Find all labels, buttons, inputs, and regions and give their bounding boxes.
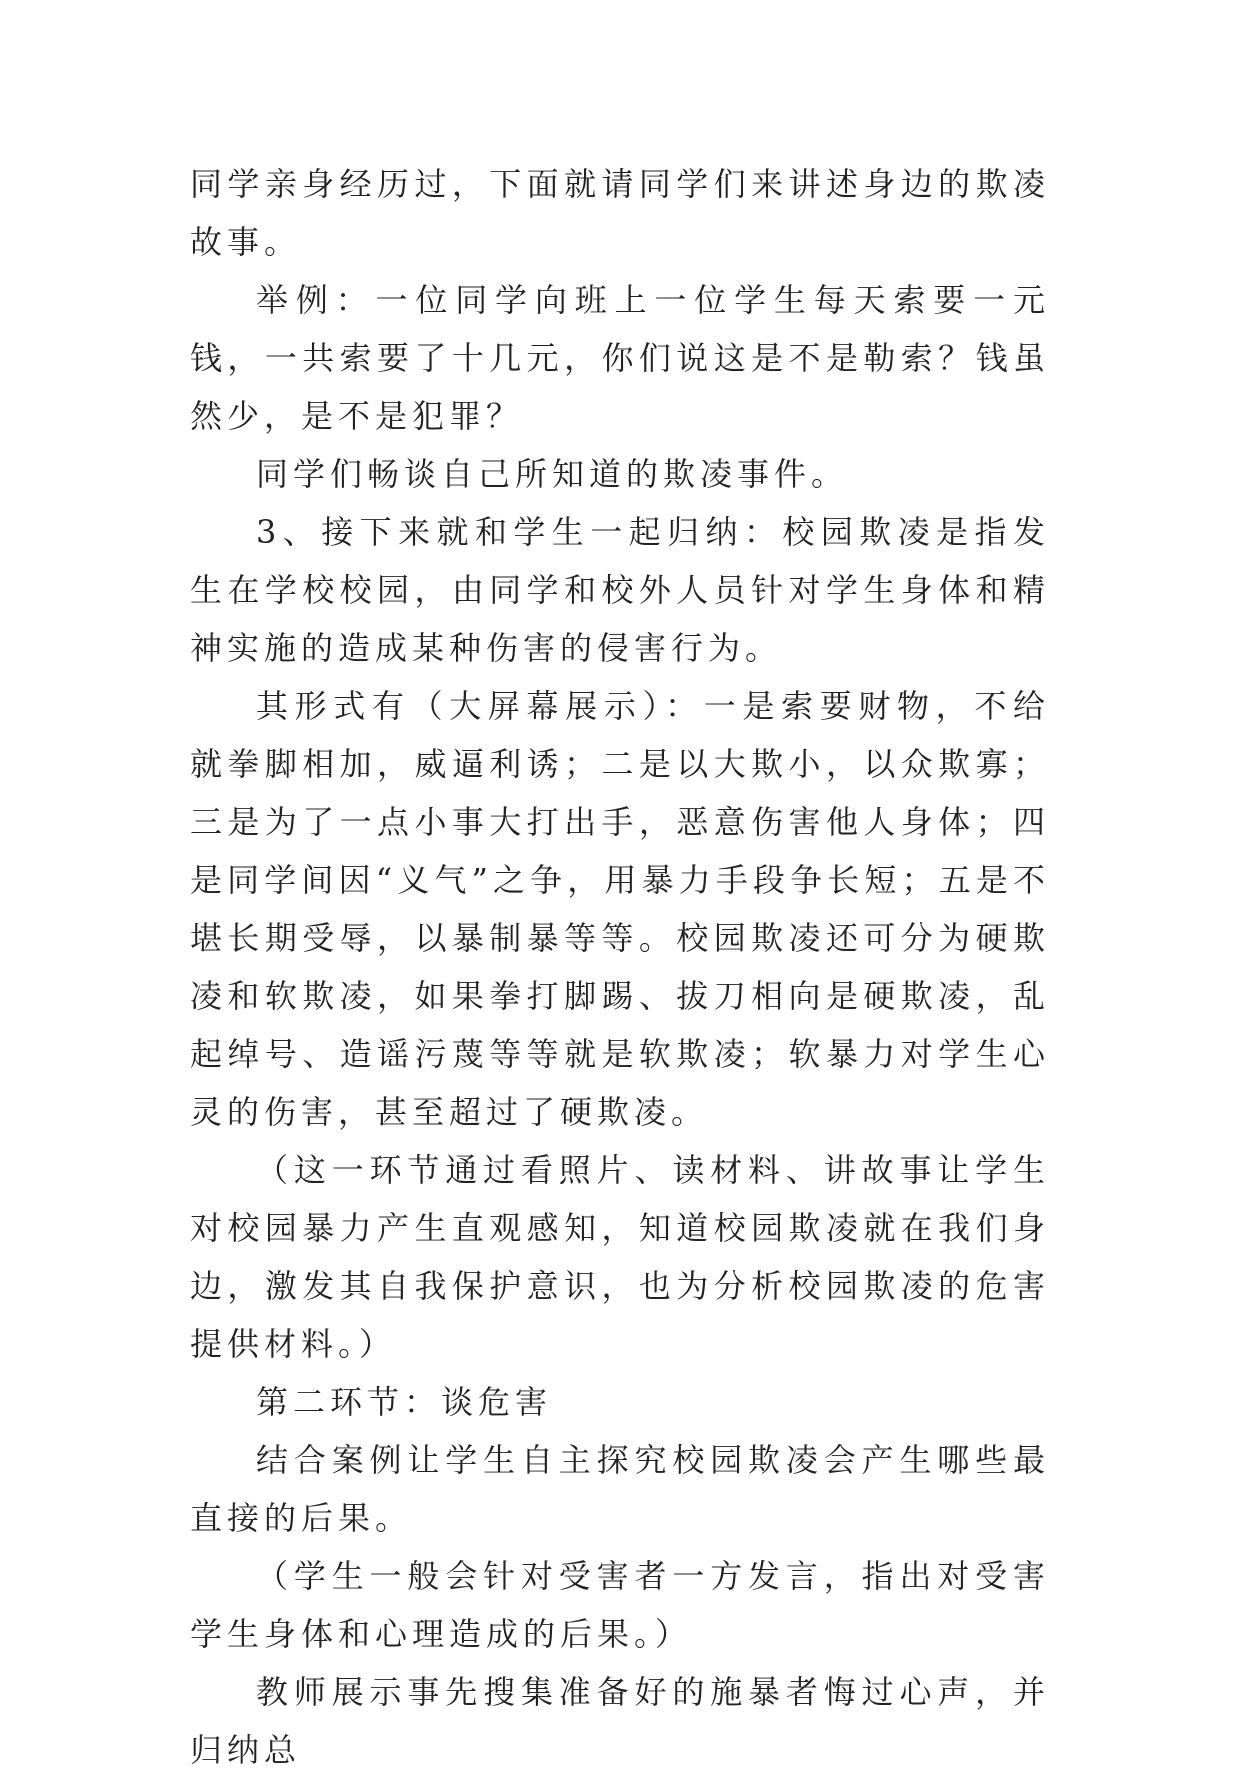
paragraph-forms: 其形式有（大屏幕展示）：一是索要财物，不给就拳脚相加，威逼利诱；二是以大欺小，以众欺寡；三是为了一点小事大打出手，恶意伤害他人身体；四是同学间因“义气”之争，用暴力手段争长短；五是不堪长期受辱，以暴制暴等等。校园欺凌还可分为硬欺凌和软欺凌，如果拳打脚踢、拔刀相向是硬欺凌，乱起绰号、造谣污蔑等等就是软欺凌；软暴力对学生心灵的伤害，甚至超过了硬欺凌。 <box>190 687 1050 1131</box>
document-body <box>190 155 1050 1779</box>
paragraph-example: 举例：一位同学向班上一位学生每天索要一元钱，一共索要了十几元，你们说这是不是勒索？钱虽然少，是不是犯罪？ <box>190 281 1050 435</box>
paragraph-discussion: 同学们畅谈自己所知道的欺凌事件。 <box>256 455 849 493</box>
paragraph-teacher-summary: 教师展示事先搜集准备好的施暴者悔过心声，并归纳总 <box>190 1673 1050 1769</box>
section-heading: 第二环节：谈危害 <box>256 1383 553 1421</box>
paragraph-definition: 3、接下来就和学生一起归纳：校园欺凌是指发生在学校校园，由同学和校外人员针对学生身体和精神实施的造成某种伤害的侵害行为。 <box>190 513 1050 667</box>
paragraph-note: （这一环节通过看照片、读材料、讲故事让学生对校园暴力产生直观感知，知道校园欺凌就在我们身边，激发其自我保护意识，也为分析校园欺凌的危害提供材料。） <box>190 1151 1050 1363</box>
paragraph-continuation: 同学亲身经历过，下面就请同学们来讲述身边的欺凌故事。 <box>190 165 1050 261</box>
paragraph-case-study: 结合案例让学生自主探究校园欺凌会产生哪些最直接的后果。 <box>190 1441 1050 1537</box>
paragraph-student-response: （学生一般会针对受害者一方发言，指出对受害学生身体和心理造成的后果。） <box>190 1557 1050 1653</box>
